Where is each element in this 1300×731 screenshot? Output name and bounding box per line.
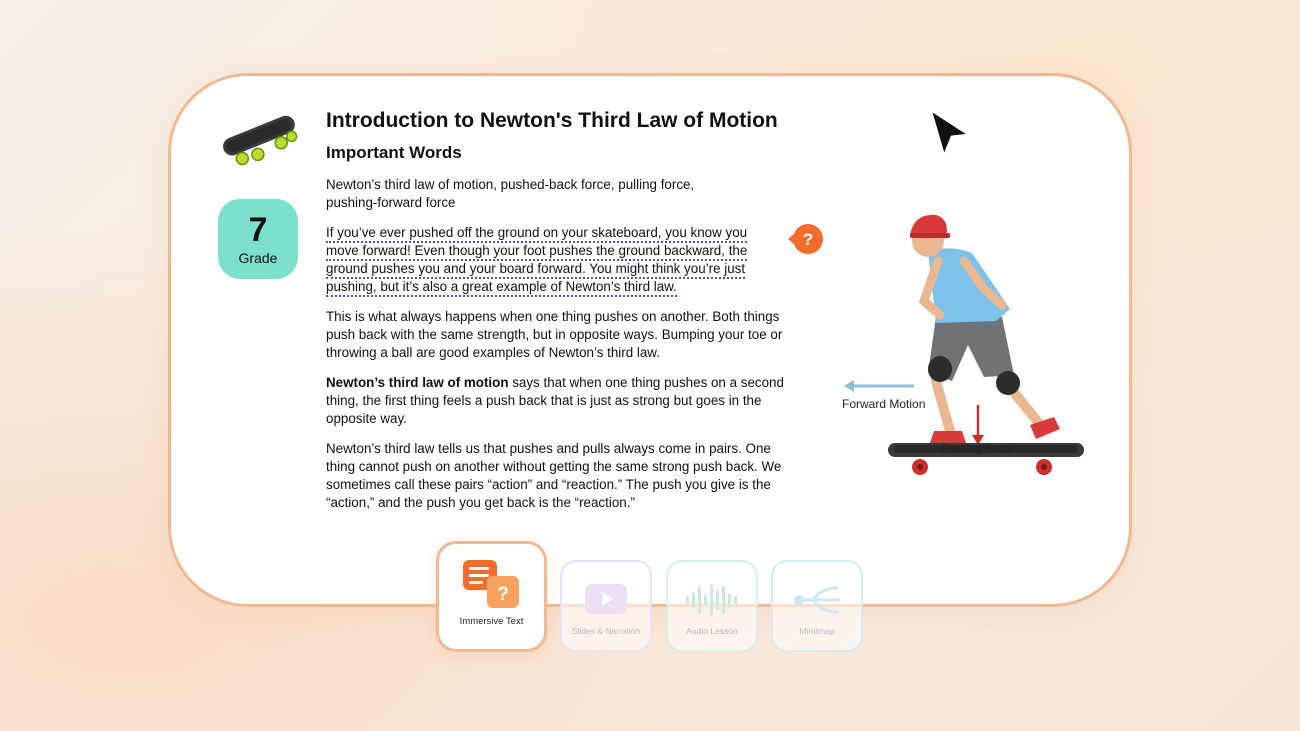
lesson-title: Introduction to Newton's Third Law of Motion (326, 109, 778, 132)
highlighted-paragraph[interactable] (326, 224, 766, 296)
tool-label: Audio Lesson (686, 626, 738, 636)
svg-text:?: ? (496, 584, 509, 605)
paragraph-pairs: Newton’s third law tells us that pushes and pulls always come in pairs. One thing cannot push on another without getting the same strong push back. We sometimes call these pairs “action” and “reaction.” The push you give is the “action,” and the push you get back is the “reaction.” (326, 441, 782, 510)
grade-label: Grade (238, 249, 278, 266)
tool-mindmap[interactable] (771, 560, 863, 652)
lesson-subtitle: Important Words (326, 143, 462, 162)
question-badge-icon[interactable] (786, 222, 826, 256)
tool-label: Immersive Text (459, 616, 524, 627)
tool-slides-narration[interactable] (560, 560, 652, 652)
forward-motion-label: Forward Motion (842, 397, 926, 411)
tool-label: Slides & Narration (571, 626, 641, 636)
lesson-content (326, 108, 796, 512)
law-definition: says that when one thing pushes on a second thing, the first thing feels a push back that is just as strong but goes in the opposite way. (326, 375, 784, 426)
tool-label: Mindmap (799, 626, 835, 636)
paragraph-always: This is what always happens when one thing pushes on another. Both things push back with the same strength, but in opposite ways. Bumping your toe or throwing a ball are good examples of Newton’s third law. (326, 309, 783, 360)
skateboard-icon (215, 105, 301, 167)
video-icon (581, 580, 631, 620)
grade-number: 7 (248, 210, 268, 249)
audio-wave-icon (682, 580, 742, 620)
important-words: Newton’s third law of motion, pushed-back force, pulling force, pushing-forward force (326, 177, 695, 210)
grade-badge (218, 199, 298, 279)
tool-immersive-text[interactable] (436, 541, 547, 652)
question-symbol: ? (802, 230, 814, 249)
cursor-icon (924, 105, 976, 167)
immersive-text-icon (461, 558, 523, 610)
paragraph-law (326, 374, 791, 428)
tool-audio-lesson[interactable] (666, 560, 758, 652)
mindmap-icon (787, 580, 847, 620)
law-term: Newton’s third law of motion (326, 375, 509, 390)
highlighted-text[interactable]: If you’ve ever pushed off the ground on your skateboard, you know you move forward! Even though your foot pushes the ground backward, the ground pushes you and your board forward. You might think you’re just pushing, but it’s also a great example of Newton’s third law. (326, 225, 747, 297)
pushing-force-label: Pushing Force (942, 443, 1013, 455)
